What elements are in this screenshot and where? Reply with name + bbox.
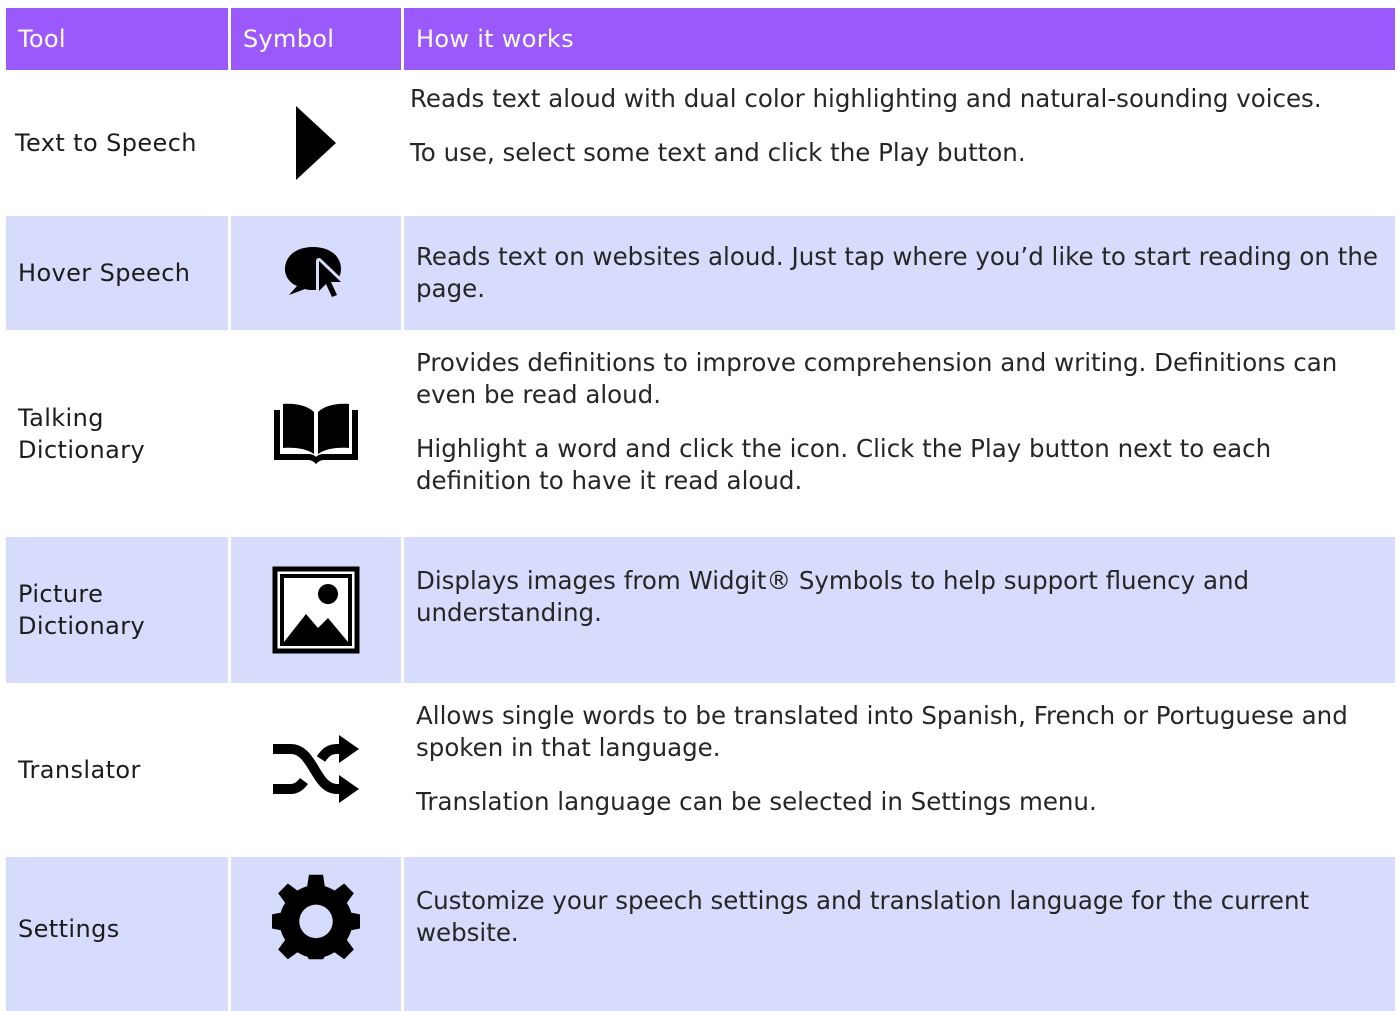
tool-name-translator: Translator [6, 686, 228, 854]
description-cell [404, 333, 1395, 534]
header-symbol: Symbol [231, 8, 401, 70]
tools-table [6, 8, 1395, 993]
symbol-cell [231, 537, 401, 683]
gear-icon [272, 871, 360, 963]
description-line: Highlight a word and click the icon. Click the Play button next to each definition to have it read aloud. [416, 434, 1272, 495]
description-line: Allows single words to be translated into Spanish, French or Portuguese and spoken in that language. [416, 701, 1348, 762]
description-cell [404, 857, 1395, 1011]
header-tool: Tool [6, 8, 228, 70]
description-line: Customize your speech settings and translation language for the current website. [416, 886, 1310, 947]
header-how-it-works: How it works [404, 8, 1395, 70]
description-line: Displays images from Widgit® Symbols to help support fluency and understanding. [416, 566, 1250, 627]
description-line: Reads text aloud with dual color highlighting and natural-sounding voices. [410, 84, 1322, 113]
symbol-cell [231, 216, 401, 330]
description-cell [404, 216, 1395, 330]
description-cell [404, 73, 1395, 213]
description-cell [404, 537, 1395, 683]
tool-name-picture-dictionary: Picture Dictionary [6, 537, 228, 683]
symbol-cell [231, 333, 401, 534]
hover-speech-icon [281, 243, 351, 303]
symbol-cell [231, 73, 401, 213]
symbol-cell [231, 686, 401, 854]
description-line: Reads text on websites aloud. Just tap where you’d like to start reading on the page. [416, 242, 1378, 303]
shuffle-icon [271, 731, 361, 809]
tool-name-hover-speech: Hover Speech [6, 216, 228, 330]
open-book-icon [272, 402, 360, 466]
symbol-cell [231, 857, 401, 1011]
tool-name-text-to-speech: Text to Speech [6, 73, 228, 213]
tool-name-talking-dictionary: Talking Dictionary [6, 333, 228, 534]
description-line: Provides definitions to improve comprehension and writing. Definitions can even be read aloud. [416, 348, 1338, 409]
description-line: To use, select some text and click the Play button. [410, 138, 1026, 167]
tool-name-settings: Settings [6, 857, 228, 1011]
description-line: Translation language can be selected in Settings menu. [416, 787, 1097, 816]
image-icon [272, 566, 360, 654]
description-cell [404, 686, 1395, 854]
play-icon [294, 104, 338, 182]
